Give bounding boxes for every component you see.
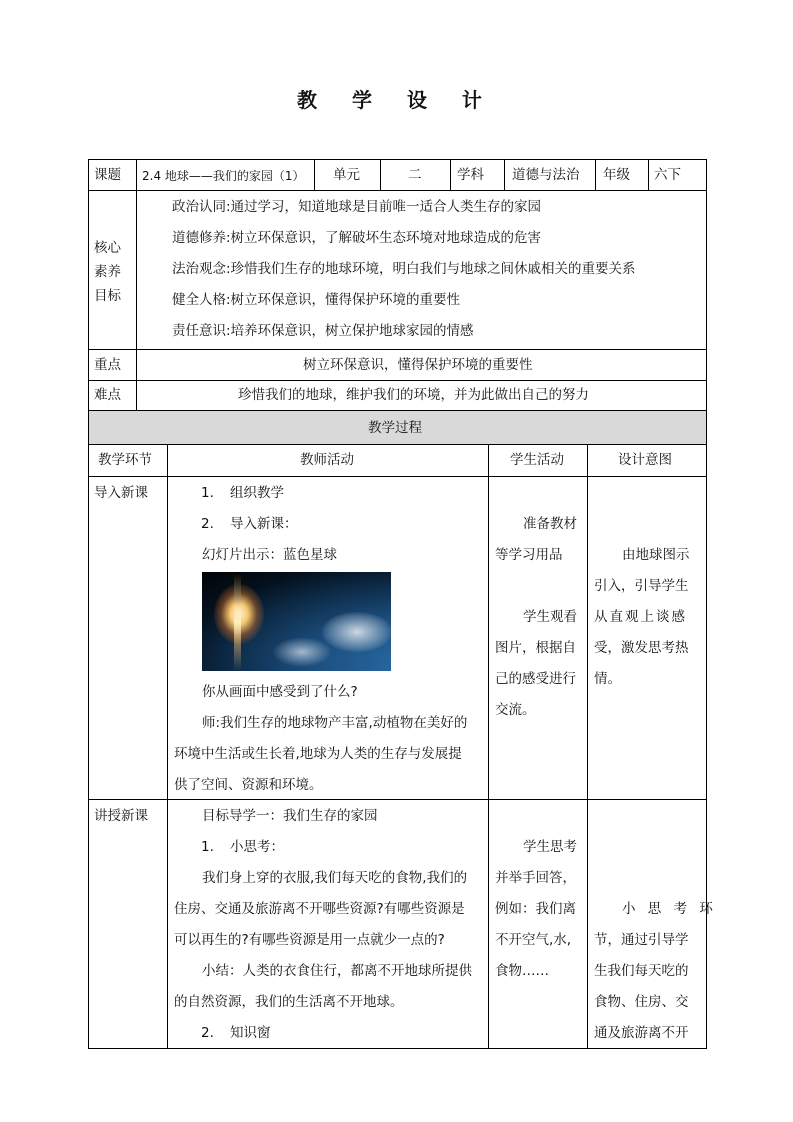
list-number: 2. (201, 1025, 214, 1041)
core-item: 道德修养:树立环保意识，了解破坏生态环境对地球造成的危害 (172, 230, 542, 246)
teacher-activity: 幻灯片出示：蓝色星球 (202, 547, 337, 563)
design-intent: 受，激发思考热 (594, 640, 689, 656)
teacher-activity: 的自然资源，我们的生活离不开地球。 (174, 994, 404, 1010)
student-activity: 交流。 (495, 702, 536, 718)
design-intent: 由地球图示 (622, 547, 690, 563)
column-header: 教学环节 (98, 452, 152, 468)
teacher-activity: 目标导学一：我们生存的家园 (202, 808, 378, 824)
design-intent: 食物、住房、交 (594, 994, 689, 1010)
core-label-3: 目标 (94, 288, 121, 304)
key-point-label: 重点 (94, 357, 121, 373)
design-intent: 生我们每天吃的 (594, 963, 689, 979)
student-activity: 学生思考 (523, 839, 577, 855)
student-activity: 己的感受进行 (495, 671, 576, 687)
design-intent: 小 思 考 环 (622, 901, 717, 917)
difficulty-text: 珍惜我们的地球，维护我们的环境，并为此做出自己的努力 (238, 387, 589, 403)
section-name: 讲授新课 (94, 808, 148, 824)
teacher-activity: 小结：人类的衣食住行，都离不开地球所提供 (202, 963, 472, 979)
list-number: 1. (201, 485, 214, 501)
design-intent: 通及旅游离不开 (594, 1025, 689, 1041)
process-title: 教学过程 (368, 420, 422, 436)
core-label-1: 核心 (94, 240, 121, 256)
teacher-activity: 小思考： (230, 839, 284, 855)
subject-label: 课题 (94, 167, 121, 183)
teacher-activity: 住房、交通及旅游离不开哪些资源?有哪些资源是 (174, 901, 465, 917)
page-title: 教 学 设 计 (297, 88, 496, 112)
student-activity: 并举手回答， (495, 870, 576, 886)
unit-value: 二 (408, 167, 422, 183)
student-activity: 等学习用品 (495, 547, 563, 563)
teacher-activity: 环境中生活或生长着,地球为人类的生存与发展提 (174, 746, 462, 762)
core-item: 健全人格:树立环保意识，懂得保护环境的重要性 (172, 292, 461, 308)
design-intent: 引入，引导学生 (594, 578, 689, 594)
core-label-2: 素养 (94, 264, 121, 280)
core-item: 政治认同:通过学习，知道地球是目前唯一适合人类生存的家园 (172, 199, 542, 215)
teacher-activity: 供了空间、资源和环境。 (174, 777, 323, 793)
student-activity: 例如：我们离 (495, 901, 576, 917)
student-activity: 图片，根据自 (495, 640, 576, 656)
teacher-activity: 组织教学 (230, 485, 284, 501)
student-activity: 准备教材 (523, 516, 577, 532)
unit-label: 单元 (333, 167, 360, 183)
section-name: 导入新课 (94, 485, 148, 501)
column-header: 学生活动 (510, 452, 564, 468)
column-header: 设计意图 (618, 452, 672, 468)
teacher-activity: 导入新课： (230, 516, 298, 532)
design-intent: 从直观上谈感 (594, 609, 687, 625)
student-activity: 食物…… (495, 963, 549, 979)
subject-value: 2.4 地球——我们的家园（1） (142, 169, 305, 183)
design-intent: 情。 (594, 671, 621, 687)
core-item: 责任意识:培养环保意识，树立保护地球家园的情感 (172, 323, 474, 339)
list-number: 2. (201, 516, 214, 532)
student-activity: 学生观看 (523, 609, 577, 625)
student-activity: 不开空气,水, (495, 932, 572, 948)
list-number: 1. (201, 839, 214, 855)
key-point-text: 树立环保意识，懂得保护环境的重要性 (303, 357, 533, 373)
discipline-value: 道德与法治 (512, 167, 580, 183)
earth-image (202, 572, 391, 671)
discipline-label: 学科 (457, 167, 484, 183)
teacher-activity: 你从画面中感受到了什么? (202, 684, 358, 700)
core-item: 法治观念:珍惜我们生存的地球环境，明白我们与地球之间休戚相关的重要关系 (172, 261, 636, 277)
design-intent: 节，通过引导学 (594, 932, 689, 948)
column-header: 教师活动 (300, 452, 354, 468)
teacher-activity: 师:我们生存的地球物产丰富,动植物在美好的 (202, 715, 468, 731)
teacher-activity: 知识窗 (230, 1025, 271, 1041)
teacher-activity: 可以再生的?有哪些资源是用一点就少一点的? (174, 932, 445, 948)
grade-label: 年级 (603, 167, 630, 183)
grade-value: 六下 (654, 167, 681, 183)
teacher-activity: 我们身上穿的衣服,我们每天吃的食物,我们的 (202, 870, 468, 886)
difficulty-label: 难点 (94, 387, 121, 403)
